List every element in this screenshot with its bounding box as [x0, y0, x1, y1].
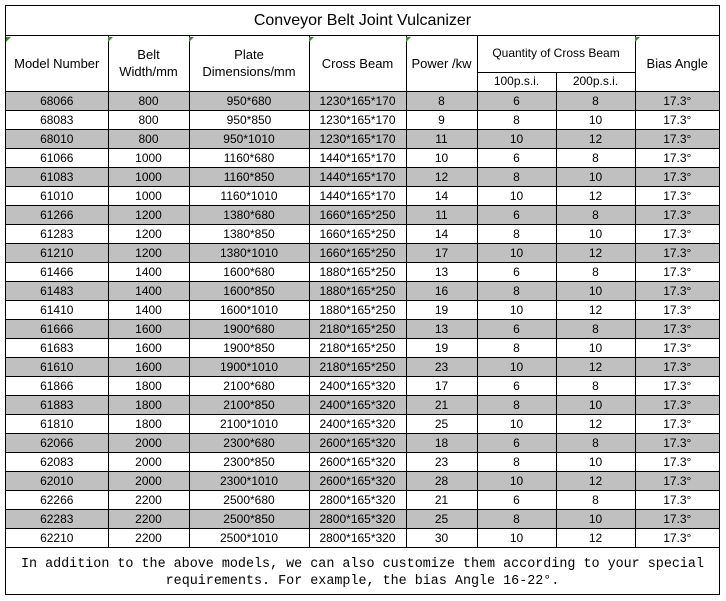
cell-marker-triangle	[309, 37, 314, 42]
cell-cross-beam: 1230*165*170	[309, 110, 406, 129]
cell-marker-triangle	[635, 37, 640, 42]
cell-qty-100psi: 8	[477, 452, 556, 471]
cell-plate-dimensions: 1380*850	[189, 224, 309, 243]
cell-plate-dimensions: 1600*850	[189, 281, 309, 300]
cell-bias-angle: 17.3°	[635, 433, 719, 452]
cell-belt-width: 1800	[108, 376, 189, 395]
cell-cross-beam: 2600*165*320	[309, 433, 406, 452]
cell-bias-angle: 17.3°	[635, 319, 719, 338]
cell-cross-beam: 1660*165*250	[309, 243, 406, 262]
cell-power: 16	[406, 281, 477, 300]
cell-qty-200psi: 10	[556, 452, 635, 471]
table-row	[6, 433, 719, 452]
cell-belt-width: 1000	[108, 167, 189, 186]
cell-power: 23	[406, 357, 477, 376]
cell-qty-200psi: 8	[556, 490, 635, 509]
table-row	[6, 262, 719, 281]
cell-cross-beam: 2800*165*320	[309, 509, 406, 528]
cell-plate-dimensions: 950*680	[189, 91, 309, 110]
cell-qty-200psi: 10	[556, 167, 635, 186]
cell-belt-width: 2200	[108, 490, 189, 509]
cell-plate-dimensions: 1160*680	[189, 148, 309, 167]
cell-belt-width: 1000	[108, 186, 189, 205]
cell-qty-100psi: 10	[477, 528, 556, 547]
cell-qty-100psi: 6	[477, 205, 556, 224]
cell-power: 19	[406, 300, 477, 319]
cell-cross-beam: 2400*165*320	[309, 376, 406, 395]
cell-bias-angle: 17.3°	[635, 91, 719, 110]
cell-plate-dimensions: 2500*680	[189, 490, 309, 509]
cell-bias-angle: 17.3°	[635, 528, 719, 547]
cell-qty-100psi: 6	[477, 319, 556, 338]
table-row	[6, 110, 719, 129]
cell-qty-200psi: 8	[556, 262, 635, 281]
cell-power: 17	[406, 376, 477, 395]
cell-plate-dimensions: 950*850	[189, 110, 309, 129]
cell-qty-200psi: 10	[556, 281, 635, 300]
table-row	[6, 376, 719, 395]
cell-cross-beam: 1440*165*170	[309, 186, 406, 205]
cell-cross-beam: 1440*165*170	[309, 167, 406, 186]
cell-plate-dimensions: 2100*1010	[189, 414, 309, 433]
cell-power: 14	[406, 186, 477, 205]
cell-power: 17	[406, 243, 477, 262]
cell-model-number: 62010	[6, 471, 108, 490]
cell-power: 19	[406, 338, 477, 357]
header-200psi: 200p.s.i.	[556, 72, 635, 91]
cell-power: 21	[406, 490, 477, 509]
spec-sheet	[5, 5, 720, 595]
cell-cross-beam: 2600*165*320	[309, 452, 406, 471]
cell-marker-triangle	[189, 37, 194, 42]
cell-qty-100psi: 6	[477, 433, 556, 452]
cell-model-number: 62083	[6, 452, 108, 471]
cell-qty-100psi: 6	[477, 148, 556, 167]
cell-marker-triangle	[108, 37, 113, 42]
cell-qty-200psi: 8	[556, 91, 635, 110]
cell-belt-width: 1600	[108, 319, 189, 338]
cell-plate-dimensions: 1600*680	[189, 262, 309, 281]
cell-model-number: 61683	[6, 338, 108, 357]
cell-bias-angle: 17.3°	[635, 167, 719, 186]
cell-bias-angle: 17.3°	[635, 509, 719, 528]
table-row	[6, 490, 719, 509]
table-row	[6, 300, 719, 319]
cell-power: 8	[406, 91, 477, 110]
cell-qty-200psi: 8	[556, 376, 635, 395]
cell-belt-width: 1800	[108, 414, 189, 433]
cell-qty-100psi: 6	[477, 262, 556, 281]
table-row	[6, 186, 719, 205]
cell-qty-100psi: 10	[477, 129, 556, 148]
cell-plate-dimensions: 2500*850	[189, 509, 309, 528]
cell-cross-beam: 1880*165*250	[309, 281, 406, 300]
cell-cross-beam: 1660*165*250	[309, 224, 406, 243]
cell-qty-100psi: 10	[477, 243, 556, 262]
cell-belt-width: 800	[108, 129, 189, 148]
cell-belt-width: 1400	[108, 300, 189, 319]
cell-marker-triangle	[406, 37, 411, 42]
cell-belt-width: 2200	[108, 528, 189, 547]
cell-power: 30	[406, 528, 477, 547]
cell-power: 10	[406, 148, 477, 167]
cell-bias-angle: 17.3°	[635, 338, 719, 357]
cell-plate-dimensions: 2300*850	[189, 452, 309, 471]
cell-belt-width: 2000	[108, 452, 189, 471]
cell-cross-beam: 1230*165*170	[309, 91, 406, 110]
cell-qty-200psi: 8	[556, 319, 635, 338]
table-row	[6, 129, 719, 148]
header-bias-angle: Bias Angle	[635, 36, 719, 91]
cell-power: 21	[406, 395, 477, 414]
cell-bias-angle: 17.3°	[635, 300, 719, 319]
cell-belt-width: 1200	[108, 205, 189, 224]
cell-bias-angle: 17.3°	[635, 186, 719, 205]
cell-qty-100psi: 8	[477, 509, 556, 528]
cell-plate-dimensions: 2300*680	[189, 433, 309, 452]
cell-model-number: 68010	[6, 129, 108, 148]
cell-belt-width: 800	[108, 91, 189, 110]
table-row	[6, 471, 719, 490]
table-row	[6, 281, 719, 300]
cell-plate-dimensions: 2100*850	[189, 395, 309, 414]
cell-bias-angle: 17.3°	[635, 357, 719, 376]
cell-power: 25	[406, 509, 477, 528]
cell-model-number: 68083	[6, 110, 108, 129]
cell-qty-200psi: 12	[556, 129, 635, 148]
cell-qty-200psi: 10	[556, 509, 635, 528]
table-row	[6, 91, 719, 110]
cell-qty-200psi: 10	[556, 338, 635, 357]
header-100psi: 100p.s.i.	[477, 72, 556, 91]
cell-power: 12	[406, 167, 477, 186]
cell-bias-angle: 17.3°	[635, 376, 719, 395]
cell-model-number: 61066	[6, 148, 108, 167]
cell-belt-width: 1000	[108, 148, 189, 167]
sheet-title: Conveyor Belt Joint Vulcanizer	[6, 6, 719, 36]
cell-model-number: 61266	[6, 205, 108, 224]
cell-power: 13	[406, 319, 477, 338]
cell-qty-100psi: 6	[477, 91, 556, 110]
cell-cross-beam: 2400*165*320	[309, 395, 406, 414]
cell-cross-beam: 2800*165*320	[309, 528, 406, 547]
cell-qty-200psi: 12	[556, 300, 635, 319]
cell-cross-beam: 2800*165*320	[309, 490, 406, 509]
cell-plate-dimensions: 1900*680	[189, 319, 309, 338]
cell-power: 11	[406, 205, 477, 224]
cell-cross-beam: 1230*165*170	[309, 129, 406, 148]
cell-model-number: 61483	[6, 281, 108, 300]
cell-plate-dimensions: 950*1010	[189, 129, 309, 148]
cell-model-number: 61083	[6, 167, 108, 186]
cell-cross-beam: 1440*165*170	[309, 148, 406, 167]
cell-cross-beam: 1880*165*250	[309, 300, 406, 319]
cell-plate-dimensions: 1900*1010	[189, 357, 309, 376]
cell-qty-100psi: 8	[477, 224, 556, 243]
cell-plate-dimensions: 1160*850	[189, 167, 309, 186]
cell-qty-200psi: 12	[556, 186, 635, 205]
table-row	[6, 224, 719, 243]
cell-qty-100psi: 10	[477, 186, 556, 205]
header-model-number: Model Number	[6, 36, 108, 91]
cell-qty-200psi: 10	[556, 224, 635, 243]
cell-power: 11	[406, 129, 477, 148]
cell-power: 9	[406, 110, 477, 129]
cell-plate-dimensions: 1900*850	[189, 338, 309, 357]
table-row	[6, 148, 719, 167]
cell-bias-angle: 17.3°	[635, 471, 719, 490]
cell-cross-beam: 1660*165*250	[309, 205, 406, 224]
header-belt-width: Belt Width/mm	[108, 36, 189, 91]
cell-cross-beam: 2600*165*320	[309, 471, 406, 490]
cell-qty-100psi: 8	[477, 167, 556, 186]
spec-table-body	[6, 91, 719, 547]
table-row	[6, 243, 719, 262]
table-row	[6, 338, 719, 357]
customization-note: In addition to the above models, we can also customize them according to your special requirements. For example, the bias Angle 16-22°.	[20, 557, 705, 589]
table-row	[6, 167, 719, 186]
cell-bias-angle: 17.3°	[635, 205, 719, 224]
cell-qty-100psi: 8	[477, 281, 556, 300]
cell-cross-beam: 2180*165*250	[309, 338, 406, 357]
cell-marker-triangle	[6, 37, 11, 42]
cell-qty-200psi: 12	[556, 528, 635, 547]
table-row	[6, 528, 719, 547]
spec-table	[6, 36, 719, 548]
cell-model-number: 61210	[6, 243, 108, 262]
cell-qty-100psi: 8	[477, 338, 556, 357]
cell-power: 28	[406, 471, 477, 490]
cell-qty-100psi: 6	[477, 490, 556, 509]
cell-belt-width: 1800	[108, 395, 189, 414]
table-row	[6, 319, 719, 338]
cell-belt-width: 2200	[108, 509, 189, 528]
cell-model-number: 61283	[6, 224, 108, 243]
cell-qty-100psi: 10	[477, 300, 556, 319]
cell-model-number: 61010	[6, 186, 108, 205]
header-quantity-of-cross-beam: Quantity of Cross Beam	[477, 36, 635, 72]
cell-belt-width: 1400	[108, 262, 189, 281]
cell-power: 14	[406, 224, 477, 243]
table-row	[6, 395, 719, 414]
cell-bias-angle: 17.3°	[635, 148, 719, 167]
cell-plate-dimensions: 2500*1010	[189, 528, 309, 547]
table-row	[6, 205, 719, 224]
cell-belt-width: 1200	[108, 224, 189, 243]
cell-model-number: 62266	[6, 490, 108, 509]
cell-belt-width: 1400	[108, 281, 189, 300]
cell-qty-200psi: 8	[556, 148, 635, 167]
cell-cross-beam: 2400*165*320	[309, 414, 406, 433]
cell-plate-dimensions: 1380*680	[189, 205, 309, 224]
cell-model-number: 61466	[6, 262, 108, 281]
cell-model-number: 61610	[6, 357, 108, 376]
cell-power: 23	[406, 452, 477, 471]
cell-qty-100psi: 8	[477, 110, 556, 129]
cell-power: 25	[406, 414, 477, 433]
cell-belt-width: 800	[108, 110, 189, 129]
cell-bias-angle: 17.3°	[635, 490, 719, 509]
cell-bias-angle: 17.3°	[635, 281, 719, 300]
header-plate-dimensions: Plate Dimensions/mm	[189, 36, 309, 91]
cell-cross-beam: 1880*165*250	[309, 262, 406, 281]
cell-model-number: 61410	[6, 300, 108, 319]
cell-plate-dimensions: 2100*680	[189, 376, 309, 395]
cell-cross-beam: 2180*165*250	[309, 357, 406, 376]
cell-model-number: 68066	[6, 91, 108, 110]
cell-bias-angle: 17.3°	[635, 224, 719, 243]
cell-bias-angle: 17.3°	[635, 243, 719, 262]
cell-cross-beam: 2180*165*250	[309, 319, 406, 338]
cell-qty-100psi: 8	[477, 395, 556, 414]
table-row	[6, 452, 719, 471]
cell-qty-100psi: 10	[477, 471, 556, 490]
cell-bias-angle: 17.3°	[635, 414, 719, 433]
cell-bias-angle: 17.3°	[635, 395, 719, 414]
cell-qty-200psi: 10	[556, 395, 635, 414]
cell-bias-angle: 17.3°	[635, 110, 719, 129]
cell-qty-100psi: 10	[477, 414, 556, 433]
cell-model-number: 62210	[6, 528, 108, 547]
cell-plate-dimensions: 1380*1010	[189, 243, 309, 262]
cell-model-number: 62066	[6, 433, 108, 452]
table-row	[6, 509, 719, 528]
cell-power: 18	[406, 433, 477, 452]
header-power: Power /kw	[406, 36, 477, 91]
cell-qty-200psi: 8	[556, 433, 635, 452]
cell-belt-width: 2000	[108, 433, 189, 452]
cell-bias-angle: 17.3°	[635, 129, 719, 148]
header-cross-beam: Cross Beam	[309, 36, 406, 91]
cell-qty-200psi: 12	[556, 243, 635, 262]
cell-model-number: 62283	[6, 509, 108, 528]
cell-qty-100psi: 6	[477, 376, 556, 395]
cell-qty-200psi: 10	[556, 110, 635, 129]
cell-model-number: 61810	[6, 414, 108, 433]
table-row	[6, 357, 719, 376]
cell-qty-200psi: 12	[556, 357, 635, 376]
cell-belt-width: 2000	[108, 471, 189, 490]
cell-belt-width: 1600	[108, 338, 189, 357]
table-row	[6, 414, 719, 433]
cell-qty-200psi: 8	[556, 205, 635, 224]
cell-plate-dimensions: 2300*1010	[189, 471, 309, 490]
cell-qty-100psi: 10	[477, 357, 556, 376]
cell-model-number: 61883	[6, 395, 108, 414]
cell-bias-angle: 17.3°	[635, 452, 719, 471]
cell-qty-200psi: 12	[556, 471, 635, 490]
cell-plate-dimensions: 1160*1010	[189, 186, 309, 205]
cell-plate-dimensions: 1600*1010	[189, 300, 309, 319]
cell-model-number: 61866	[6, 376, 108, 395]
cell-bias-angle: 17.3°	[635, 262, 719, 281]
cell-qty-200psi: 12	[556, 414, 635, 433]
cell-power: 13	[406, 262, 477, 281]
cell-belt-width: 1600	[108, 357, 189, 376]
cell-model-number: 61666	[6, 319, 108, 338]
cell-belt-width: 1200	[108, 243, 189, 262]
